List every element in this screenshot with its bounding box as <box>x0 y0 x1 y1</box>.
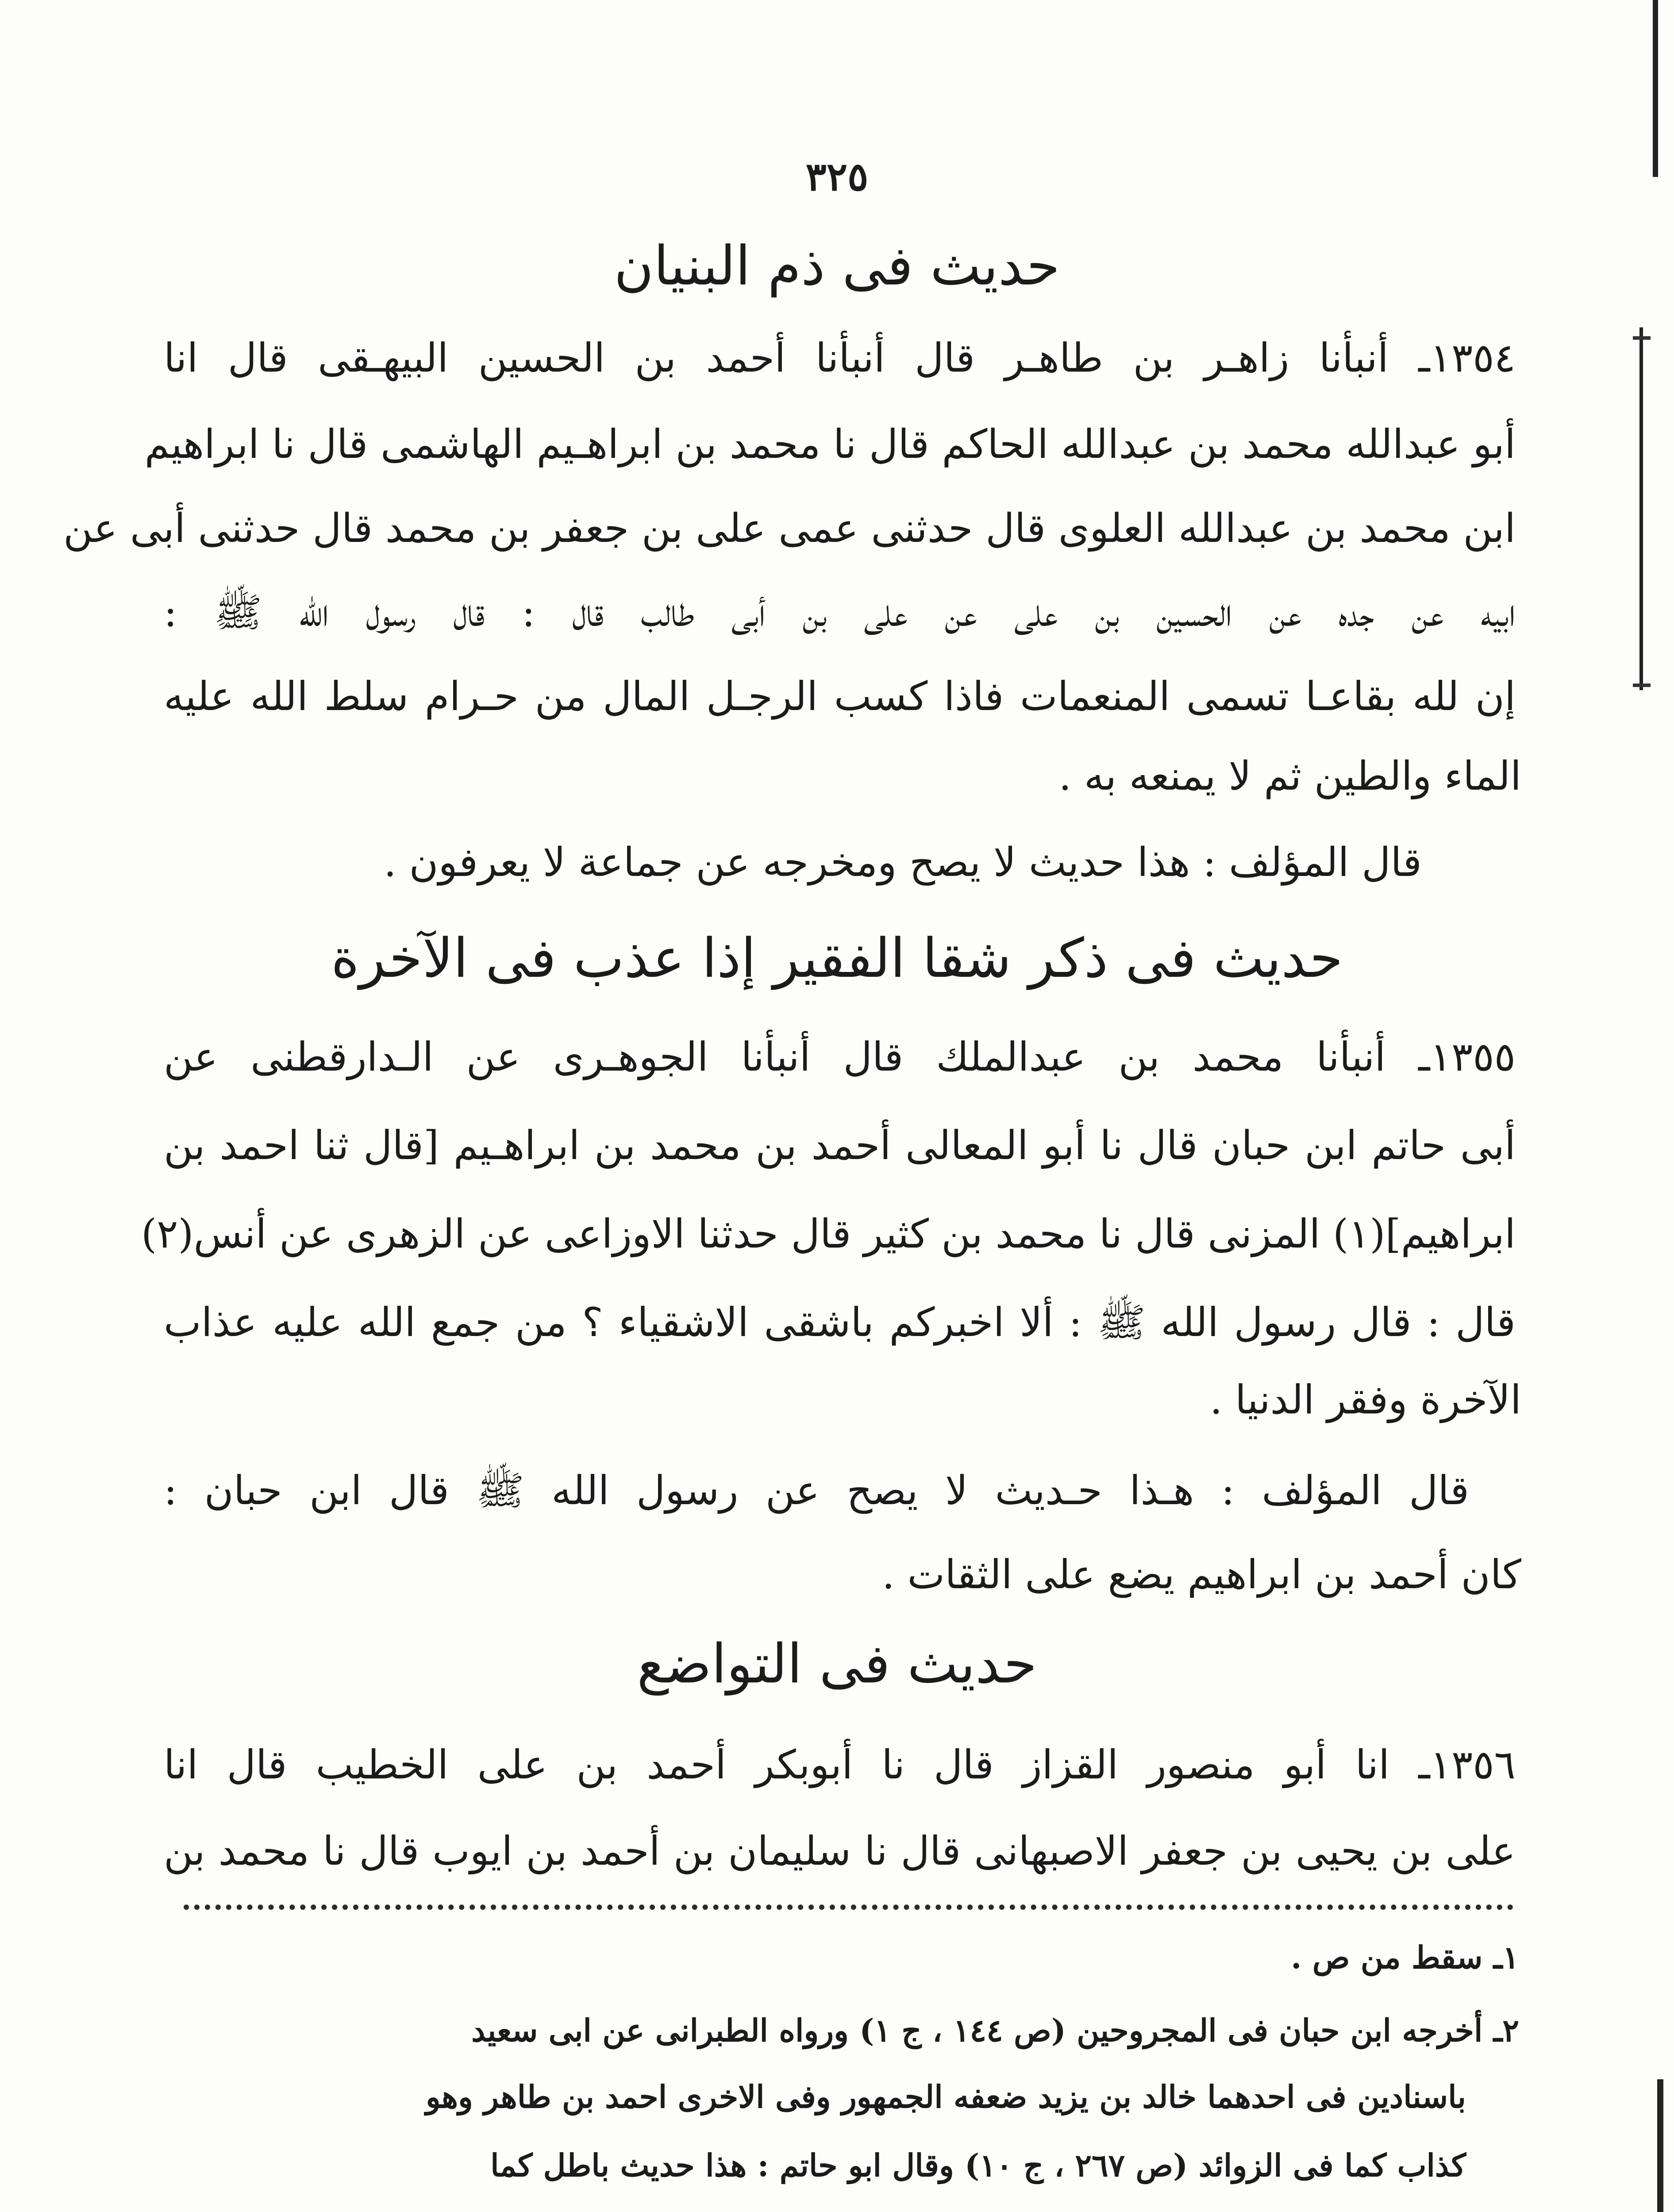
scan-edge-mark <box>1633 684 1651 687</box>
section-heading: حديث فى ذكر شقا الفقير إذا عذب فى الآخرة <box>331 927 1343 990</box>
scan-edge-mark <box>1633 336 1651 340</box>
text-line: إن لله بقاعـا تسمى المنعمات فاذا كسب الرجـل المال من حـرام سلط الله عليه <box>164 673 1516 720</box>
section-heading: حديث فى التواضع <box>637 1632 1037 1695</box>
footnote-separator <box>184 1905 1513 1910</box>
text-line: ابراهيم](١) المزنى قال نا محمد بن كثير قال حدثنا الاوزاعى عن الزهرى عن أنس(٢) <box>141 1211 1516 1257</box>
text-line: أبى حاتم ابن حبان قال نا أبو المعالى أحمد بن محمد بن ابراهـيم [قال ثنا احمد بن <box>164 1122 1516 1169</box>
scan-edge-mark <box>1653 0 1658 177</box>
scan-edge-mark <box>1657 2079 1663 2212</box>
footnote: كذاب كما فى الزوائد (ص ٢٦٧ ، ج ١٠) وقال ابو حاتم : هذا حديث باطل كما <box>490 2147 1466 2184</box>
footnote: ٢ـ أخرجه ابن حبان فى المجروحين (ص ١٤٤ ، ج ١) ورواه الطبرانى عن ابى سعيد <box>471 2012 1519 2049</box>
author-note: قال المؤلف : هـذا حـديث لا يصح عن رسول الله ﷺ قال ابن حبان : <box>164 1467 1469 1514</box>
text-line: قال : قال رسول الله ﷺ : ألا اخبركم باشقى الاشقياء ؟ من جمع الله عليه عذاب <box>164 1299 1516 1346</box>
footnote: ١ـ سقط من ص . <box>1291 1939 1519 1976</box>
text-line: ١٣٥٥ـ أنبأنا محمد بن عبدالملك قال أنبأنا الجوهـرى عن الـدارقطنى عن <box>164 1034 1516 1080</box>
text-line: ابيه عن جده عن الحسين بن على عن على بن أبى طالب قال : قال رسول الله ﷺ : <box>164 589 1516 636</box>
author-note: قال المؤلف : هذا حديث لا يصح ومخرجه عن جماعة لا يعرفون . <box>384 839 1422 886</box>
text-line: الآخرة وفقر الدنيا . <box>1209 1377 1521 1423</box>
text-line: ابن محمد بن عبدالله العلوى قال حدثنى عمى على بن جعفر بن محمد قال حدثنى أبى عن <box>63 505 1516 552</box>
section-heading: حديث فى ذم البنيان <box>614 234 1060 297</box>
text-line: ١٣٥٤ـ أنبأنا زاهـر بن طاهـر قال أنبأنا أحمد بن الحسين البيهـقى قال انا <box>164 335 1516 381</box>
page-number: ٣٢٥ <box>805 154 869 200</box>
footnote: باسنادين فى احدهما خالد بن يزيد ضعفه الجمهور وفى الاخرى احمد بن طاهر وهو <box>425 2078 1466 2115</box>
text-line: ١٣٥٦ـ انا أبو منصور القزاز قال نا أبوبكر أحمد بن على الخطيب قال انا <box>164 1742 1516 1788</box>
author-note: كان أحمد بن ابراهيم يضع على الثقات . <box>882 1551 1521 1598</box>
text-line: الماء والطين ثم لا يمنعه به . <box>1058 753 1521 799</box>
text-line: على بن يحيى بن جعفر الاصبهانى قال نا سليمان بن أحمد بن ايوب قال نا محمد بن <box>164 1828 1516 1874</box>
text-line: أبو عبدالله محمد بن عبدالله الحاكم قال نا محمد بن ابراهـيم الهاشمى قال نا ابراهيم <box>144 421 1516 468</box>
scan-edge-mark <box>1639 327 1643 690</box>
